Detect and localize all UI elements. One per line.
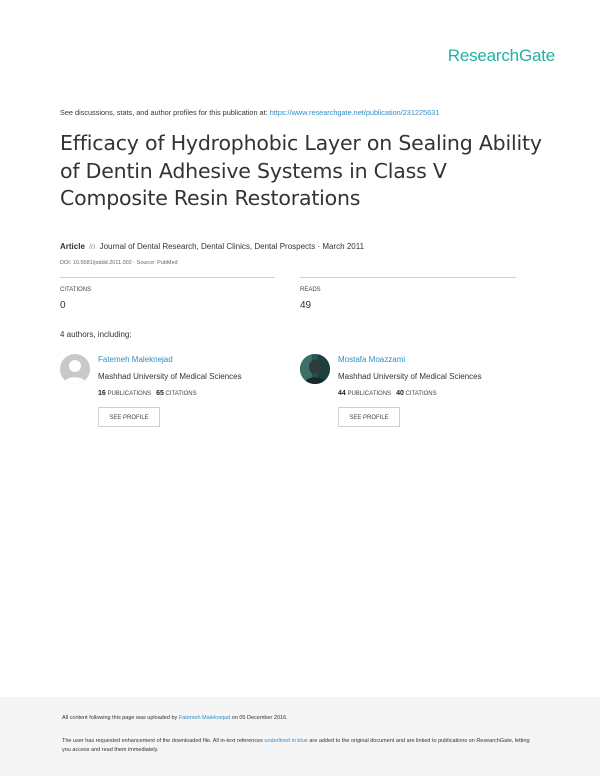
divider-reads	[300, 277, 516, 278]
in-label: in	[89, 242, 96, 251]
author-publications-label: PUBLICATIONS	[107, 391, 152, 397]
author-card	[60, 354, 280, 434]
author-publications-count: 16	[98, 390, 106, 397]
doi-source: DOI: 10.5681/joddd.2011.002 · Source: PubMed	[60, 260, 178, 266]
see-profile-button[interactable]: SEE PROFILE	[98, 407, 160, 427]
author-name[interactable]: Mostafa Moazzami	[338, 355, 406, 364]
researchgate-logo[interactable]: ResearchGate	[447, 46, 555, 65]
publication-meta	[60, 242, 364, 251]
see-profile-button[interactable]: SEE PROFILE	[338, 407, 400, 427]
publication-link[interactable]: https://www.researchgate.net/publication/231225631	[269, 108, 440, 117]
reads-label: READS	[300, 287, 321, 293]
author-card	[300, 354, 520, 434]
upload-prefix: All content following this page was uploaded by	[62, 715, 179, 721]
author-publications-count: 44	[338, 390, 346, 397]
discussion-notice	[60, 108, 439, 117]
author-citations-count: 65	[156, 390, 164, 397]
author-institution: Mashhad University of Medical Sciences	[338, 372, 482, 381]
journal-info: Journal of Dental Research, Dental Clinics, Dental Prospects · March 2011	[99, 242, 365, 251]
note-prefix: The user has requested enhancement of the downloaded file. All in-text references	[62, 738, 265, 744]
author-institution: Mashhad University of Medical Sciences	[98, 372, 242, 381]
author-stats	[338, 390, 437, 397]
note-suffix: are added to the original document and are linked to publications on ResearchGate, letting you access and read them immediately.	[62, 738, 530, 753]
authors-heading: 4 authors, including:	[60, 330, 132, 339]
author-citations-label: CITATIONS	[405, 391, 437, 397]
default-avatar-icon[interactable]	[60, 354, 90, 384]
upload-notice	[62, 715, 288, 721]
author-citations-label: CITATIONS	[165, 391, 197, 397]
discussion-text: See discussions, stats, and author profiles for this publication at:	[60, 108, 270, 117]
author-citations-count: 40	[396, 390, 404, 397]
author-publications-label: PUBLICATIONS	[347, 391, 392, 397]
author-name[interactable]: Fatemeh Maleknejad	[98, 355, 173, 364]
publication-title: Efficacy of Hydrophobic Layer on Sealing Ability of Dentin Adhesive Systems in Class V Composite Resin Restorations	[60, 131, 542, 210]
footer	[0, 697, 600, 776]
author-stats	[98, 390, 197, 397]
citations-label: CITATIONS	[60, 287, 92, 293]
photo-avatar-icon[interactable]	[300, 354, 330, 384]
enhancement-notice	[62, 737, 532, 754]
citations-count: 0	[60, 300, 66, 311]
uploader-link[interactable]: Fatemeh Maleknejad	[178, 715, 231, 721]
upload-suffix: on 05 December 2016.	[230, 715, 288, 721]
reads-count: 49	[300, 300, 312, 311]
divider-citations	[60, 277, 275, 278]
publication-type: Article	[60, 242, 85, 251]
underlined-in-blue-link: underlined in blue	[264, 738, 308, 744]
